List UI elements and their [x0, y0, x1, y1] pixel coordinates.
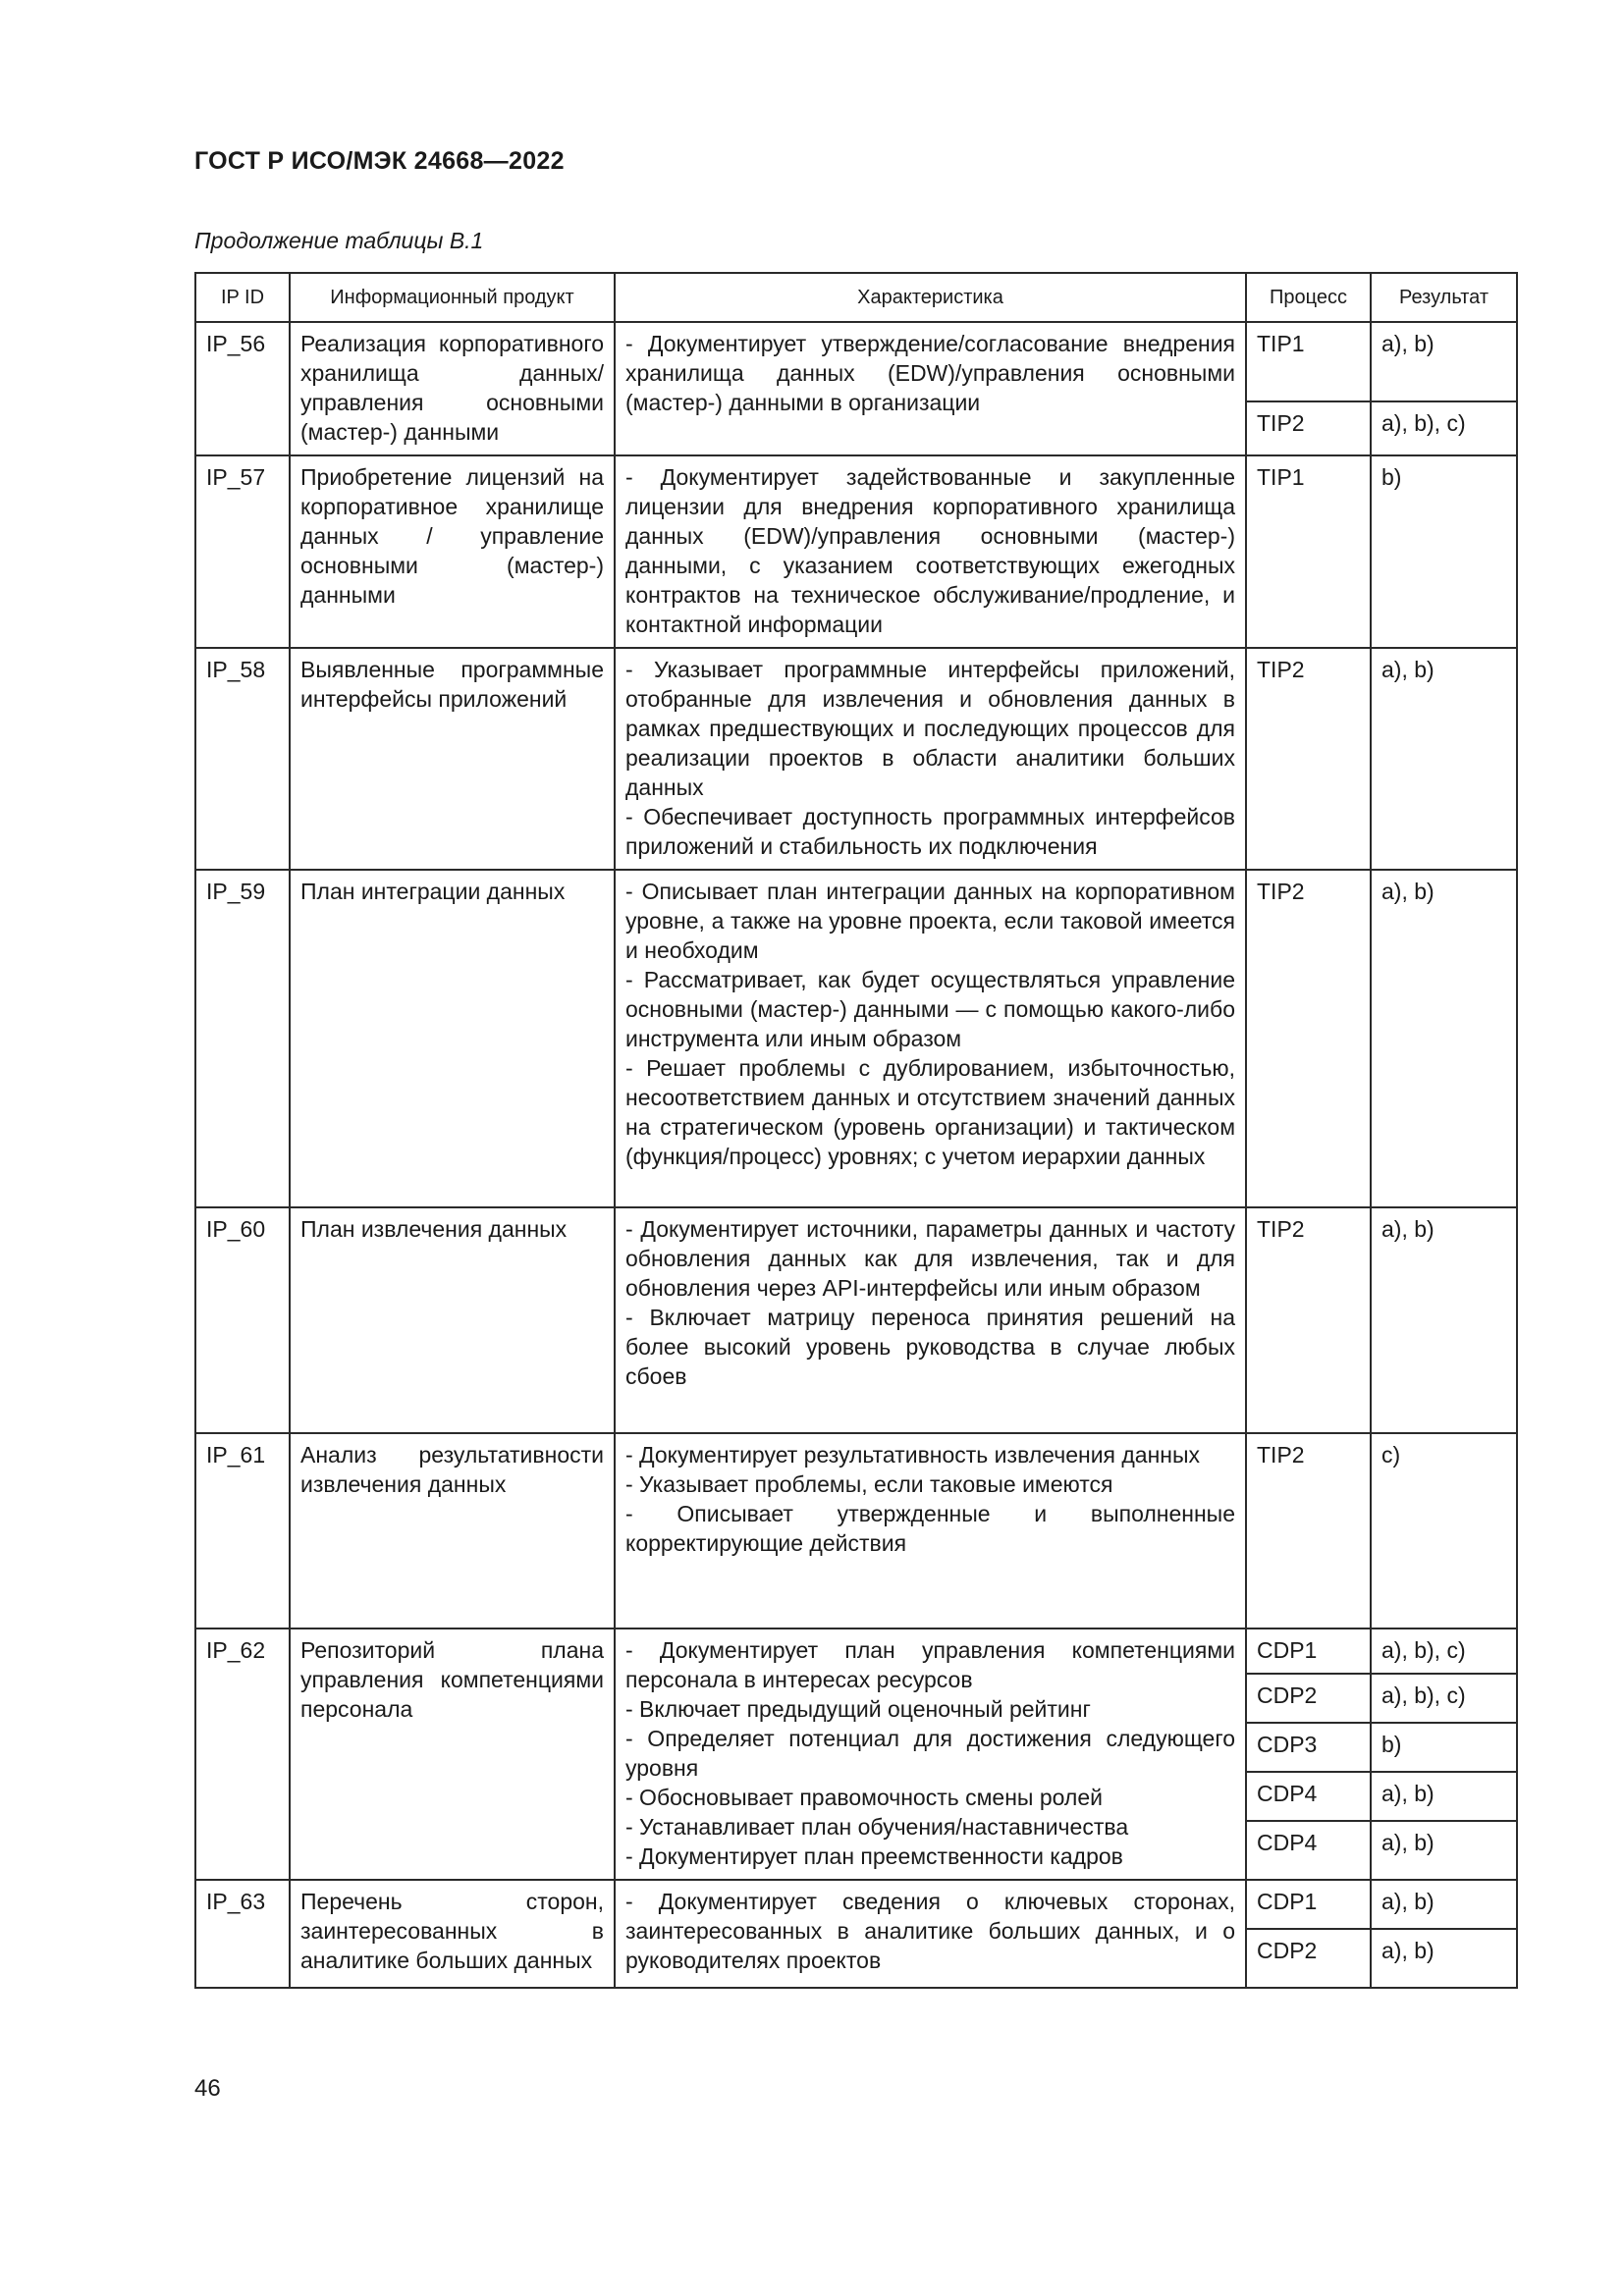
- column-header-process: Процесс: [1246, 273, 1371, 322]
- process-value: TIP2: [1257, 410, 1305, 436]
- result-value: a), b): [1372, 1773, 1516, 1822]
- process-value: CDP2: [1257, 1938, 1318, 1963]
- product-cell: Анализ результативности извлечения данных: [290, 1433, 615, 1629]
- product-cell: Реализация корпоративного хранилища данных/ управления основными (мастер-) данными: [290, 322, 615, 455]
- product-cell: Выявленные программные интерфейсы приложений: [290, 648, 615, 870]
- table-row: [195, 1629, 1517, 1880]
- ip-id-cell: IP_56: [195, 322, 290, 455]
- characteristic-line: - Решает проблемы с дублированием, избыточностью, несоответствием данных и отсутствием значений данных на стратегическом (уровень организации) и тактическом (функция/процесс) уровнях; с учетом иерархии данных: [625, 1055, 1235, 1169]
- column-header-characteristic: Характеристика: [615, 273, 1246, 322]
- characteristic-cell: [615, 322, 1246, 455]
- process-cell: [1246, 322, 1371, 455]
- process-cell: TIP1: [1246, 455, 1371, 648]
- process-cell: TIP2: [1246, 1207, 1371, 1433]
- characteristic-cell: [615, 455, 1246, 648]
- product-cell: Перечень сторон, заинтересованных в аналитике больших данных: [290, 1880, 615, 1988]
- characteristic-line: - Документирует результативность извлечения данных: [625, 1442, 1201, 1468]
- result-value: a), b): [1381, 1830, 1435, 1855]
- page-number: 46: [194, 2075, 221, 2102]
- table-row: [195, 1207, 1517, 1433]
- characteristic-line: - Документирует утверждение/согласование внедрения хранилища данных (EDW)/управления основными (мастер-) данными в организации: [625, 331, 1235, 415]
- result-cell: c): [1371, 1433, 1517, 1629]
- characteristic-line: - Устанавливает план обучения/наставничества: [625, 1814, 1129, 1840]
- characteristic-cell: [615, 1433, 1246, 1629]
- characteristic-line: - Документирует сведения о ключевых сторонах, заинтересованных в аналитике больших данных, и о руководителях проектов: [625, 1889, 1235, 1973]
- result-cell: a), b): [1371, 648, 1517, 870]
- characteristic-line: - Документирует план управления компетенциями персонала в интересах ресурсов: [625, 1637, 1235, 1692]
- characteristic-line: - Указывает программные интерфейсы приложений, отобранные для извлечения и обновления данных в рамках предшествующих и последующих процессов для реализации проектов в области аналитики больших данных: [625, 657, 1235, 800]
- product-cell: Приобретение лицензий на корпоративное хранилище данных / управление основными (мастер-) данными: [290, 455, 615, 648]
- characteristic-line: - Обосновывает правомочность смены ролей: [625, 1785, 1103, 1810]
- characteristic-line: - Описывает утвержденные и выполненные корректирующие действия: [625, 1501, 1235, 1556]
- table-caption: Продолжение таблицы В.1: [194, 228, 484, 253]
- table-header-row: [195, 273, 1517, 322]
- characteristic-cell: [615, 1207, 1246, 1433]
- result-value: a), b), c): [1381, 410, 1466, 436]
- process-cell: [1246, 1629, 1371, 1880]
- ip-id-cell: IP_63: [195, 1880, 290, 1988]
- characteristic-line: - Обеспечивает доступность программных интерфейсов приложений и стабильность их подключения: [625, 804, 1235, 859]
- characteristic-cell: [615, 1629, 1246, 1880]
- product-cell: Репозиторий плана управления компетенциями персонала: [290, 1629, 615, 1880]
- column-header-ip-id: IP ID: [195, 273, 290, 322]
- process-value: CDP1: [1247, 1881, 1370, 1930]
- table-row: [195, 322, 1517, 455]
- result-value: a), b): [1372, 323, 1516, 402]
- result-value: b): [1372, 1724, 1516, 1773]
- characteristic-line: - Определяет потенциал для достижения следующего уровня: [625, 1726, 1235, 1781]
- table-row: [195, 870, 1517, 1207]
- result-value: a), b): [1381, 1938, 1435, 1963]
- table-row: [195, 455, 1517, 648]
- column-header-result: Результат: [1371, 273, 1517, 322]
- characteristic-line: - Рассматривает, как будет осуществляться управление основными (мастер-) данными — с помощью какого-либо инструмента или иным образом: [625, 967, 1235, 1051]
- ip-id-cell: IP_58: [195, 648, 290, 870]
- characteristic-cell: [615, 870, 1246, 1207]
- process-value: TIP1: [1247, 323, 1370, 402]
- ip-id-cell: IP_62: [195, 1629, 290, 1880]
- characteristic-line: - Документирует задействованные и закупленные лицензии для внедрения корпоративного хранилища данных (EDW)/управления основными (мастер-) данными, с указанием соответствующих ежегодных контрактов на техническое обслуживание/продление, и контактной информации: [625, 464, 1235, 637]
- column-header-product: Информационный продукт: [290, 273, 615, 322]
- process-value: CDP1: [1247, 1629, 1370, 1675]
- ip-id-cell: IP_57: [195, 455, 290, 648]
- process-value: CDP4: [1257, 1830, 1318, 1855]
- process-value: CDP2: [1247, 1675, 1370, 1724]
- data-table: [194, 272, 1518, 1989]
- process-value: CDP3: [1247, 1724, 1370, 1773]
- process-cell: TIP2: [1246, 648, 1371, 870]
- table-row: [195, 648, 1517, 870]
- characteristic-line: - Документирует источники, параметры данных и частоту обновления данных как для извлечения, так и для обновления через API-интерфейсы или иным образом: [625, 1216, 1235, 1301]
- document-title: ГОСТ Р ИСО/МЭК 24668—2022: [194, 147, 565, 175]
- result-cell: [1371, 322, 1517, 455]
- characteristic-cell: [615, 1880, 1246, 1988]
- process-cell: TIP2: [1246, 1433, 1371, 1629]
- ip-id-cell: IP_61: [195, 1433, 290, 1629]
- table-row: [195, 1880, 1517, 1988]
- characteristic-line: - Документирует план преемственности кадров: [625, 1843, 1123, 1869]
- table-row: [195, 1433, 1517, 1629]
- ip-id-cell: IP_59: [195, 870, 290, 1207]
- result-value: a), b), c): [1372, 1629, 1516, 1675]
- characteristic-line: - Включает предыдущий оценочный рейтинг: [625, 1696, 1091, 1722]
- ip-id-cell: IP_60: [195, 1207, 290, 1433]
- characteristic-cell: [615, 648, 1246, 870]
- result-value: a), b), c): [1372, 1675, 1516, 1724]
- result-cell: b): [1371, 455, 1517, 648]
- characteristic-line: - Включает матрицу переноса принятия решений на более высокий уровень руководства в случае любых сбоев: [625, 1305, 1235, 1389]
- process-value: CDP4: [1247, 1773, 1370, 1822]
- process-cell: TIP2: [1246, 870, 1371, 1207]
- process-cell: [1246, 1880, 1371, 1988]
- characteristic-line: - Указывает проблемы, если таковые имеются: [625, 1471, 1113, 1497]
- characteristic-line: - Описывает план интеграции данных на корпоративном уровне, а также на уровне проекта, если таковой имеется и необходим: [625, 879, 1235, 963]
- product-cell: План извлечения данных: [290, 1207, 615, 1433]
- result-cell: [1371, 1629, 1517, 1880]
- result-cell: a), b): [1371, 1207, 1517, 1433]
- product-cell: План интеграции данных: [290, 870, 615, 1207]
- result-cell: [1371, 1880, 1517, 1988]
- result-cell: a), b): [1371, 870, 1517, 1207]
- result-value: a), b): [1372, 1881, 1516, 1930]
